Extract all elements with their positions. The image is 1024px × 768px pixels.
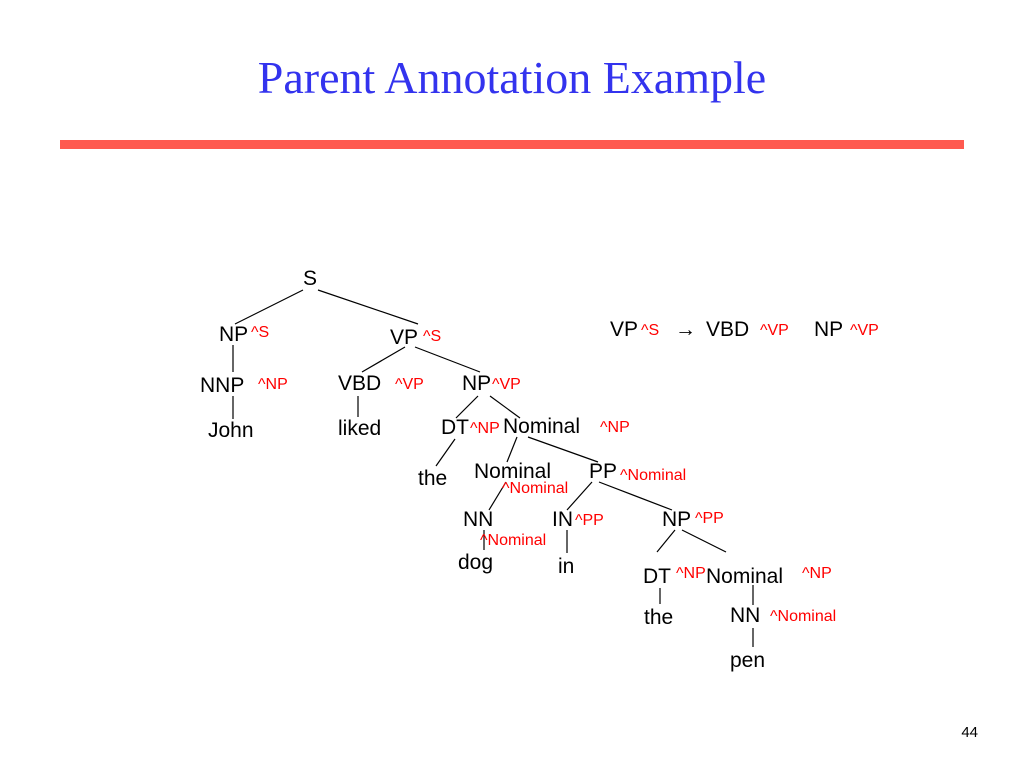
rule-lhs: VP — [610, 318, 639, 341]
node-vbd: VBD — [338, 372, 382, 395]
node-np-s: NP — [219, 323, 249, 346]
node-s: S — [303, 267, 318, 290]
edge-vp-vbd — [362, 347, 405, 372]
edge-vp-np — [415, 347, 480, 372]
rule-lhs-annotation: ^S — [641, 322, 660, 339]
annotation-vp-s: ^S — [423, 328, 442, 345]
node-nn-pen: NN — [730, 604, 761, 627]
word-in: in — [558, 555, 575, 578]
word-liked: liked — [338, 417, 382, 440]
rule-rhs-1-annotation: ^VP — [760, 322, 789, 339]
edge-nominal-nominal — [507, 437, 517, 462]
edge-np-dt — [456, 396, 478, 418]
word-the: the — [418, 467, 448, 490]
node-np-pp: NP — [662, 508, 692, 531]
annotation-nominal-2: ^NP — [802, 565, 832, 582]
annotation-np-pp: ^PP — [695, 510, 724, 527]
slide-title: Parent Annotation Example — [257, 52, 767, 103]
edge-pp-np — [599, 482, 672, 510]
annotation-np-s: ^S — [251, 324, 270, 341]
annotation-in: ^PP — [575, 512, 604, 529]
annotation-nn-dog: ^Nominal — [480, 532, 547, 549]
word-dog: dog — [458, 551, 494, 574]
node-vp-s: VP — [390, 326, 419, 349]
edge-s-np — [235, 290, 303, 324]
node-nominal-nominal: Nominal — [474, 460, 552, 483]
rule-rhs-2: NP — [814, 318, 844, 341]
node-nn-dog: NN — [463, 508, 494, 531]
edge-np-nominal2 — [682, 530, 726, 552]
grammar-rule — [610, 318, 879, 341]
node-dt-2: DT — [643, 565, 671, 588]
node-nominal-np: Nominal — [503, 415, 581, 438]
slide-number: 44 — [961, 724, 978, 741]
annotation-pp: ^Nominal — [620, 467, 687, 484]
word-pen: pen — [730, 649, 766, 672]
edge-s-vp — [318, 290, 418, 324]
word-the-2: the — [644, 606, 674, 629]
edge-np-dt2 — [657, 530, 675, 552]
annotation-nominal-nominal: ^Nominal — [502, 480, 569, 497]
rule-arrow: → — [675, 318, 696, 341]
annotation-nnp: ^NP — [258, 376, 288, 393]
node-in: IN — [552, 508, 573, 531]
annotation-np-vp: ^VP — [492, 376, 521, 393]
node-nnp: NNP — [200, 374, 245, 397]
node-dt: DT — [441, 416, 469, 439]
edge-nominal-pp — [528, 437, 598, 462]
node-pp: PP — [589, 460, 618, 483]
annotation-nominal-np: ^NP — [600, 419, 630, 436]
node-np-vp: NP — [462, 372, 492, 395]
edge-dt-the — [436, 439, 455, 466]
word-john: John — [208, 419, 254, 442]
annotation-dt-2: ^NP — [676, 565, 706, 582]
annotation-nn-pen: ^Nominal — [770, 608, 837, 625]
edge-pp-in — [567, 482, 592, 510]
rule-rhs-2-annotation: ^VP — [850, 322, 879, 339]
rule-rhs-1: VBD — [706, 318, 750, 341]
annotation-dt: ^NP — [470, 420, 500, 437]
annotation-vbd: ^VP — [395, 376, 424, 393]
node-nominal-2: Nominal — [706, 565, 784, 588]
